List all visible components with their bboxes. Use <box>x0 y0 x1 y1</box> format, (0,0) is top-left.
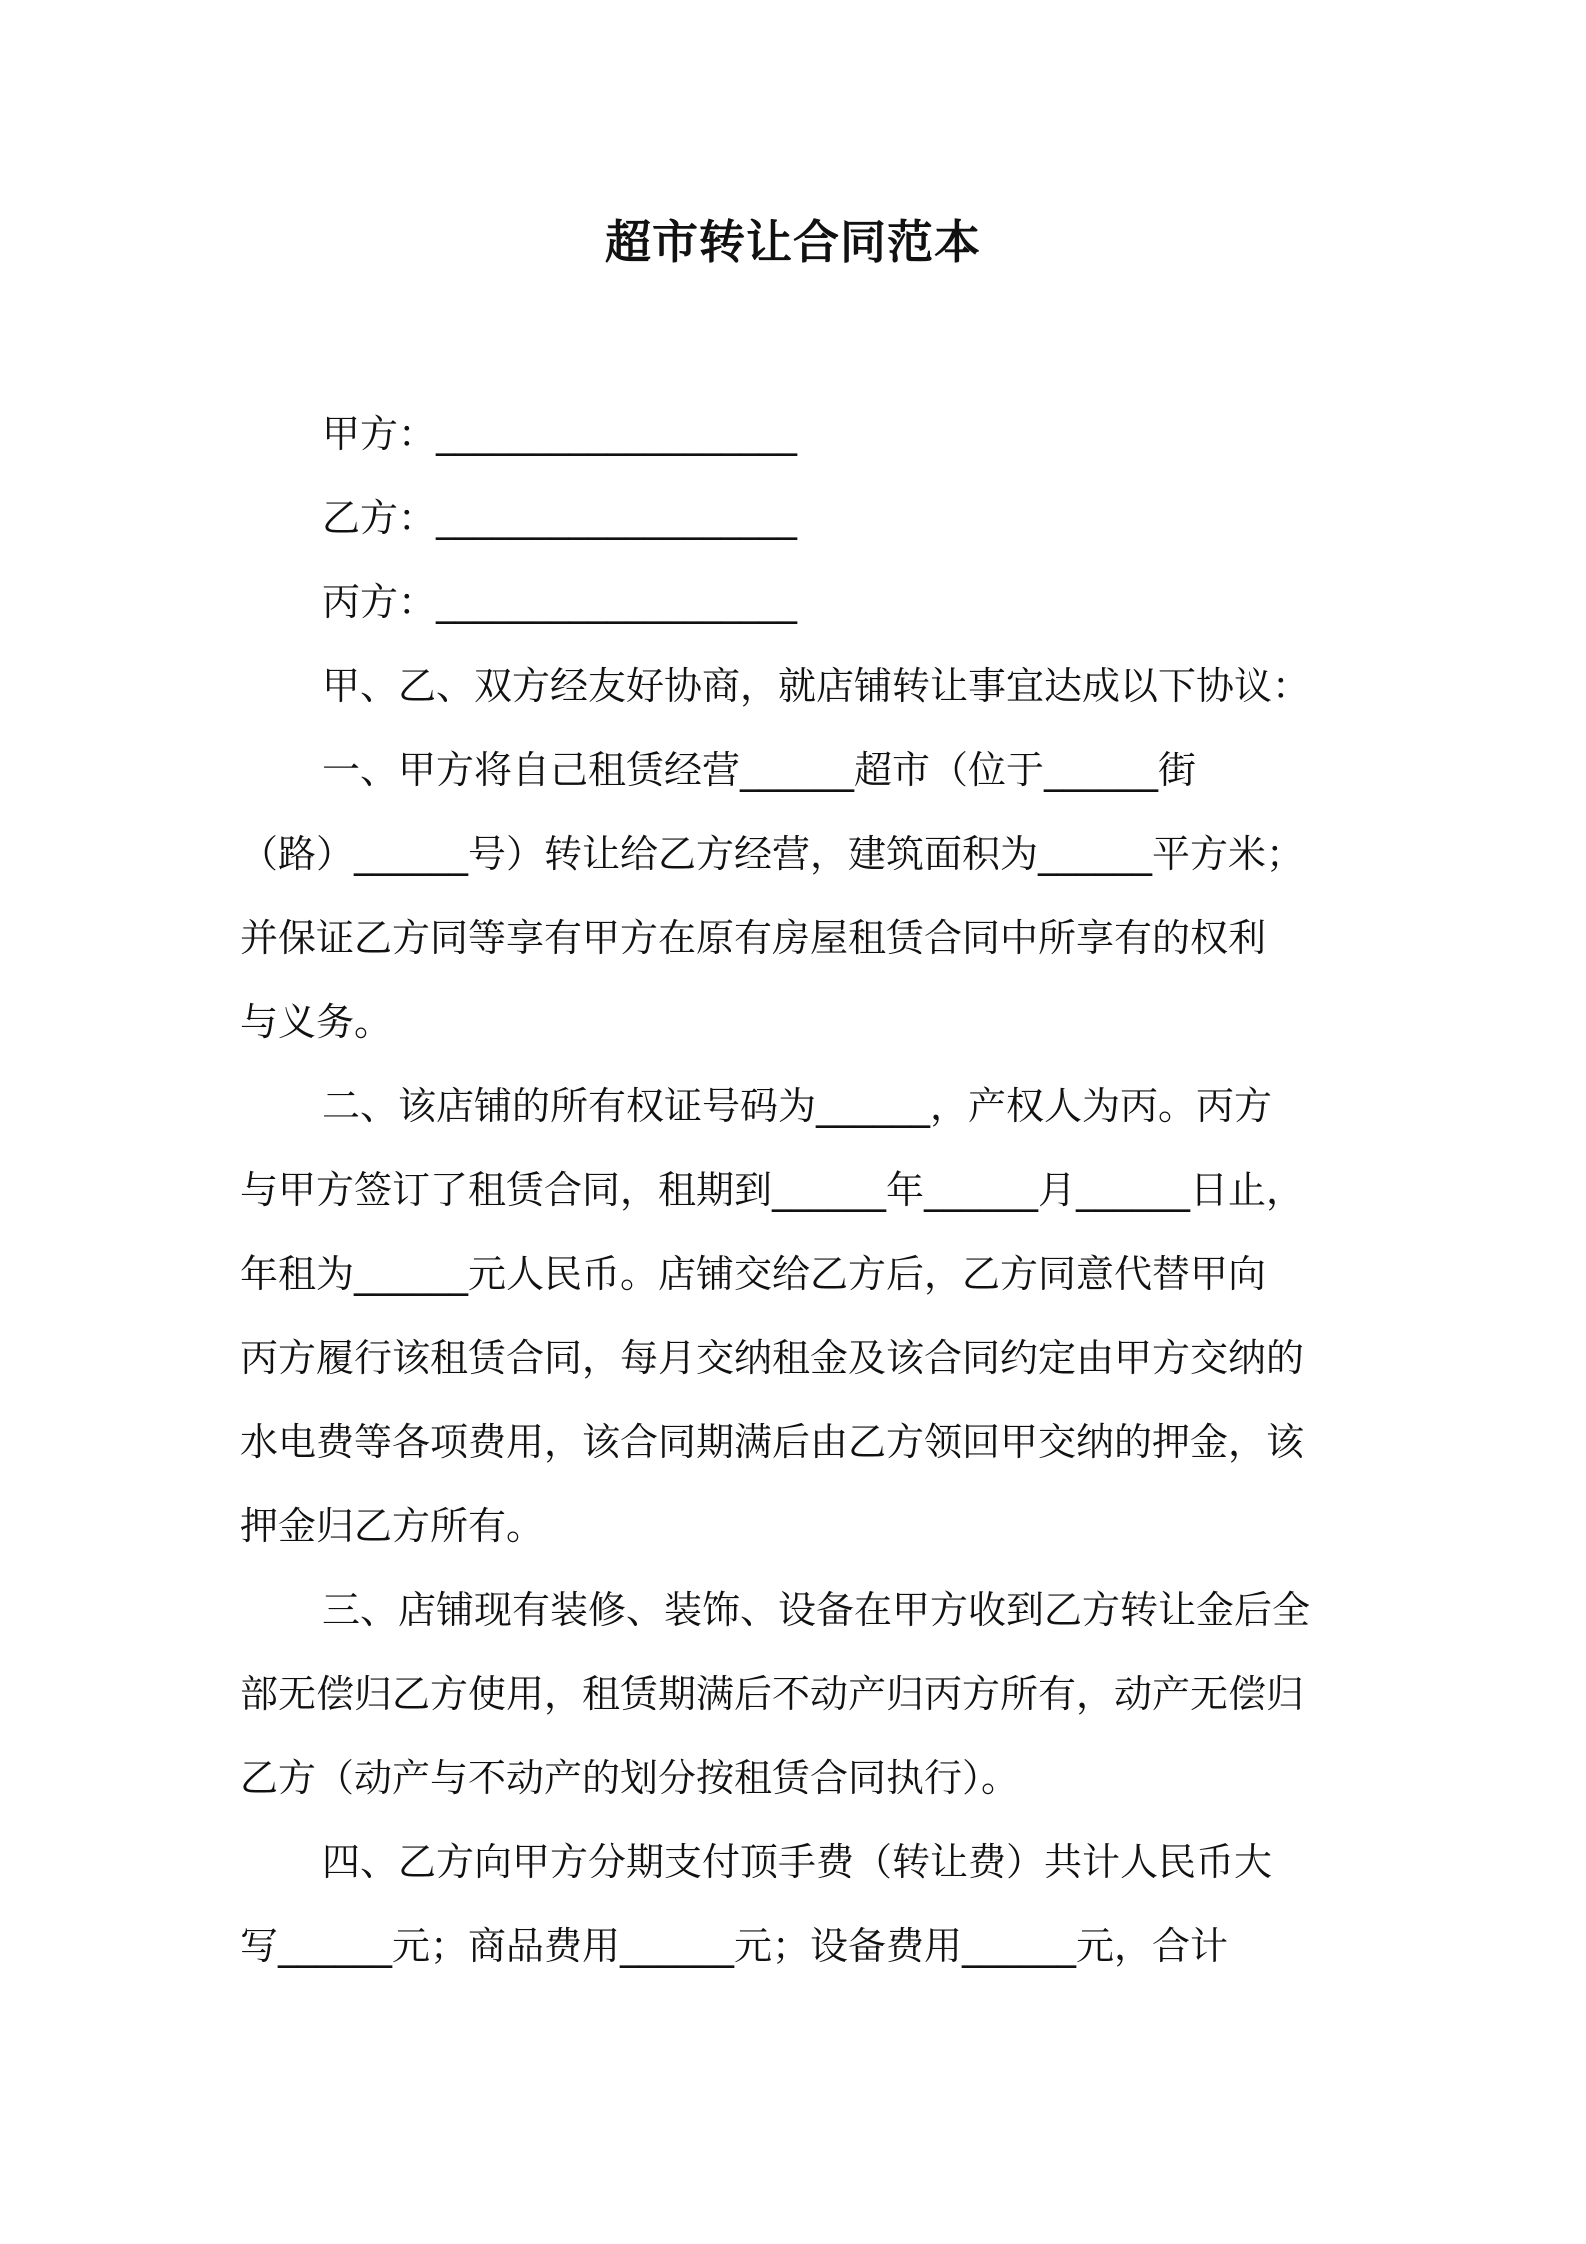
clause-3-line-2: 部无偿归乙方使用，租赁期满后不动产归丙方所有，动产无偿归 <box>240 1672 1305 1716</box>
party-b-line: 乙方：___________________ <box>322 496 798 540</box>
clause-1-line-3: 并保证乙方同等享有甲方在原有房屋租赁合同中所享有的权利 <box>240 916 1267 960</box>
agreement-intro: 甲、乙、双方经友好协商，就店铺转让事宜达成以下协议： <box>322 664 1311 708</box>
clause-4-line-2: 写______元；商品费用______元；设备费用______元，合计 <box>240 1924 1229 1968</box>
clause-4-line-1: 四、乙方向甲方分期支付顶手费（转让费）共计人民币大 <box>322 1840 1273 1884</box>
clause-2-line-6: 押金归乙方所有。 <box>240 1504 545 1548</box>
clause-2-line-4: 丙方履行该租赁合同，每月交纳租金及该合同约定由甲方交纳的 <box>240 1336 1305 1380</box>
clause-1-line-4: 与义务。 <box>240 1000 393 1044</box>
document-title: 超市转让合同范本 <box>605 215 981 269</box>
party-a-line: 甲方：___________________ <box>322 412 798 456</box>
clause-1-line-1: 一、甲方将自己租赁经营______超市（位于______街 <box>322 748 1197 792</box>
clause-2-line-2: 与甲方签订了租赁合同，租期到______年______月______日止， <box>240 1168 1305 1212</box>
clause-2-line-5: 水电费等各项费用，该合同期满后由乙方领回甲交纳的押金，该 <box>240 1420 1305 1464</box>
clause-1-line-2: （路）______号）转让给乙方经营，建筑面积为______平方米； <box>240 832 1305 876</box>
party-c-line: 丙方：___________________ <box>322 580 798 624</box>
clause-3-line-3: 乙方（动产与不动产的划分按租赁合同执行）。 <box>240 1756 1020 1800</box>
clause-2-line-3: 年租为______元人民币。店铺交给乙方后，乙方同意代替甲向 <box>240 1252 1267 1296</box>
clause-3-line-1: 三、店铺现有装修、装饰、设备在甲方收到乙方转让金后全 <box>322 1588 1311 1632</box>
clause-2-line-1: 二、该店铺的所有权证号码为______，产权人为丙。丙方 <box>322 1084 1273 1128</box>
